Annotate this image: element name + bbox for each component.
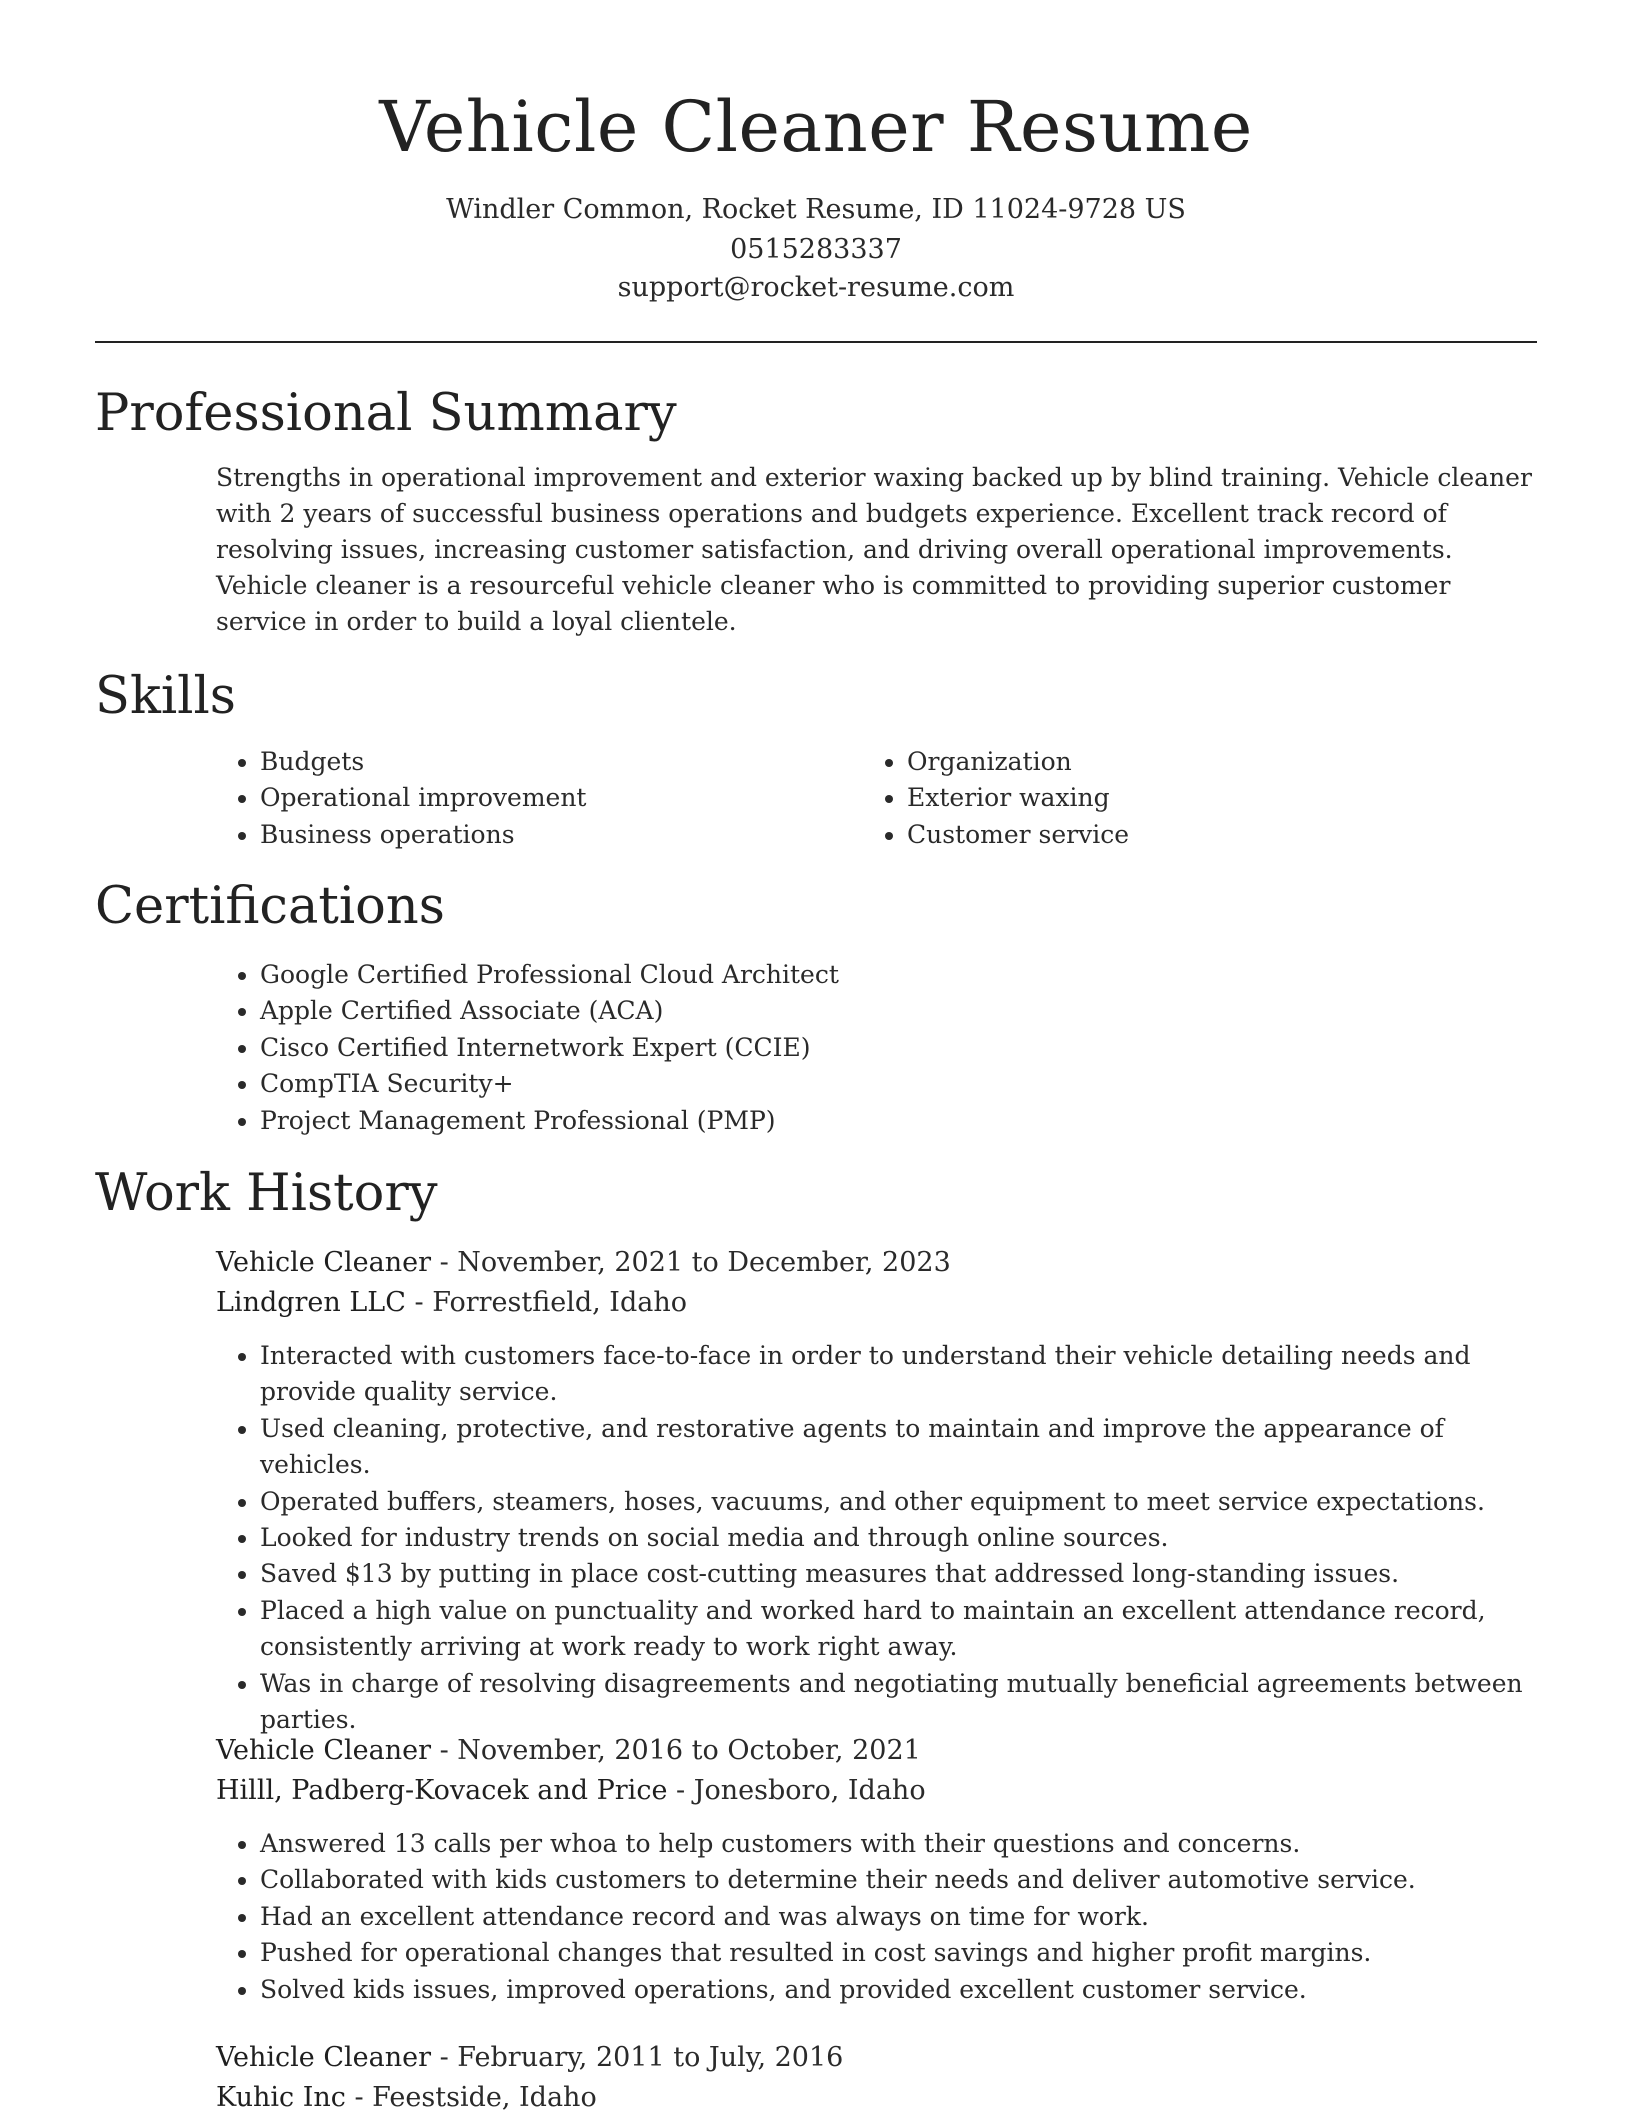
list-item: • Placed a high value on punctuality and worked hard to maintain an excellent attendance record, consistently arriving at work ready to work right away.: [260, 1593, 1560, 1666]
list-item: • CompTIA Security+: [260, 1066, 1460, 1102]
job-duties-list: [216, 1826, 1560, 2008]
job-company: Hilll, Padberg-Kovacek and Price: [216, 1775, 668, 1806]
job-company-line: [216, 1771, 926, 1811]
list-item: • Used cleaning, protective, and restorative agents to maintain and improve the appearance of vehicles.: [260, 1411, 1560, 1484]
list-item: • Looked for industry trends on social media and through online sources.: [260, 1520, 1560, 1556]
job-company: Lindgren LLC: [216, 1287, 406, 1318]
list-item: • Operated buffers, steamers, hoses, vacuums, and other equipment to meet service expectations.: [260, 1484, 1560, 1520]
job-company-line: [216, 1283, 687, 1323]
job-location: - Feestside, Idaho: [345, 2082, 597, 2113]
list-item: • Budgets: [260, 744, 820, 780]
list-item: • Interacted with customers face-to-face in order to understand their vehicle detailing needs and provide quality service.: [260, 1338, 1560, 1411]
job-dates: - November, 2016 to October, 2021: [431, 1735, 921, 1766]
job-location: - Jonesboro, Idaho: [667, 1775, 926, 1806]
skills-list-right: [863, 744, 1507, 853]
job-title-line: [216, 2038, 843, 2078]
list-item: • Project Management Professional (PMP): [260, 1103, 1460, 1139]
list-item: • Business operations: [260, 817, 820, 853]
skills-list-left: [216, 744, 820, 853]
list-item: • Answered 13 calls per whoa to help customers with their questions and concerns.: [260, 1826, 1560, 1862]
job-location: - Forrestfield, Idaho: [405, 1287, 687, 1318]
list-item: • Apple Certified Associate (ACA): [260, 993, 1460, 1029]
job-title-line: [216, 1243, 951, 1283]
summary-text: Strengths in operational improvement and exterior waxing backed up by blind training. Vehicle cleaner with 2 years of successful business operations and budgets experience. Excellent track record of resolving issues, increasing customer satisfaction, and driving overall operational improvements. Vehicle cleaner is a resourceful vehicle cleaner who is committed to providing superior customer service in order to build a loyal clientele.: [216, 463, 1532, 636]
list-item: • Exterior waxing: [907, 780, 1507, 816]
contact-phone: 0515283337: [730, 234, 902, 265]
list-item: • Collaborated with kids customers to determine their needs and deliver automotive service.: [260, 1862, 1560, 1898]
list-item: • Saved $13 by putting in place cost-cutting measures that addressed long-standing issues.: [260, 1556, 1560, 1592]
list-item: • Pushed for operational changes that resulted in cost savings and higher profit margins.: [260, 1935, 1560, 1971]
job-duties-list: [216, 1338, 1560, 1738]
contact-address: Windler Common, Rocket Resume, ID 11024-9728 US: [446, 194, 1186, 225]
summary-heading: Professional Summary: [95, 384, 677, 443]
list-item: • Solved kids issues, improved operations, and provided excellent customer service.: [260, 1972, 1560, 2008]
list-item: • Had an excellent attendance record and was always on time for work.: [260, 1899, 1560, 1935]
job-company: Kuhic Inc: [216, 2082, 346, 2113]
list-item: • Google Certified Professional Cloud Architect: [260, 957, 1460, 993]
list-item: • Operational improvement: [260, 780, 820, 816]
resume-title: Vehicle Cleaner Resume: [379, 86, 1253, 168]
list-item: • Cisco Certified Internetwork Expert (CCIE): [260, 1030, 1460, 1066]
certifications-heading: Certifications: [95, 877, 445, 936]
job-title: Vehicle Cleaner: [216, 1247, 431, 1278]
contact-email: support@rocket-resume.com: [617, 272, 1015, 303]
header-divider: [95, 341, 1537, 343]
certifications-list: [216, 957, 1460, 1139]
list-item: • Was in charge of resolving disagreements and negotiating mutually beneficial agreements between parties.: [260, 1666, 1560, 1739]
job-dates: - February, 2011 to July, 2016: [431, 2042, 844, 2073]
list-item: • Organization: [907, 744, 1507, 780]
job-dates: - November, 2021 to December, 2023: [431, 1247, 951, 1278]
job-title: Vehicle Cleaner: [216, 2042, 431, 2073]
list-item: • Customer service: [907, 817, 1507, 853]
job-company-line: [216, 2078, 597, 2118]
job-title-line: [216, 1731, 921, 1771]
work-history-heading: Work History: [95, 1164, 438, 1223]
skills-heading: Skills: [95, 667, 236, 726]
job-title: Vehicle Cleaner: [216, 1735, 431, 1766]
